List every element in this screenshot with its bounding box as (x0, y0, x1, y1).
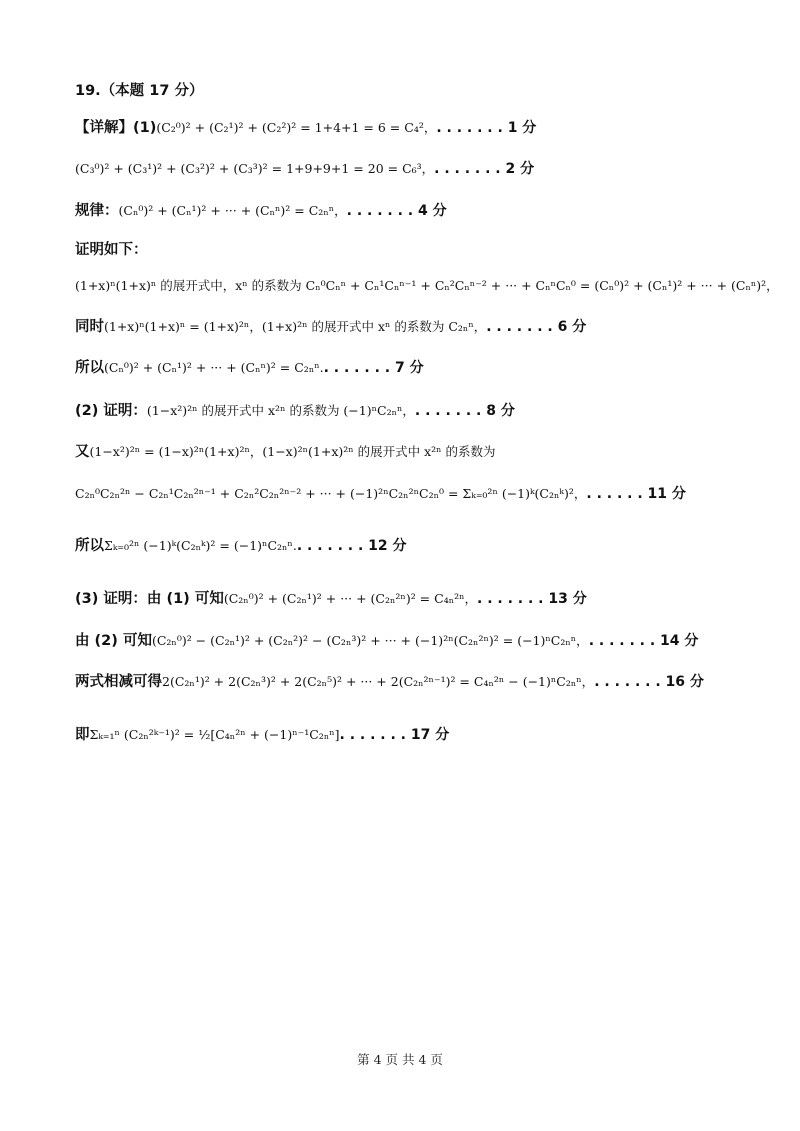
line-label: 所以 (75, 538, 104, 554)
line-math: (C₂⁰)² + (C₂¹)² + (C₂²)² = 1+4+1 = 6 = C₄²， (156, 120, 437, 135)
line-math: (C₂ₙ⁰)² + (C₂ₙ¹)² + ··· + (C₂ₙ²ⁿ)² = C₄ₙ²ⁿ， (223, 591, 478, 606)
line-label: 所以 (75, 360, 104, 376)
line-math: C₂ₙ⁰C₂ₙ²ⁿ − C₂ₙ¹C₂ₙ²ⁿ⁻¹ + C₂ₙ²C₂ₙ²ⁿ⁻² + ··· + (−1)²ⁿC₂ₙ²ⁿC₂ₙ⁰ = Σₖ₌₀²ⁿ (−1)ᵏ(C₂ₙᵏ)²， (75, 486, 587, 501)
line-8 (75, 400, 515, 422)
line-math: 2(C₂ₙ¹)² + 2(C₂ₙ³)² + 2(C₂ₙ⁵)² + ··· + 2(C₂ₙ²ⁿ⁻¹)² = C₄ₙ²ⁿ − (−1)ⁿC₂ₙⁿ， (162, 674, 595, 689)
line-score: . . . . . . . 8 分 (414, 403, 515, 419)
line-math: (Cₙ⁰)² + (Cₙ¹)² + ··· + (Cₙⁿ)² = C₂ₙⁿ， (118, 203, 347, 218)
line-12 (75, 588, 587, 610)
line-math: (1−x²)²ⁿ = (1−x)²ⁿ(1+x)²ⁿ，(1−x)²ⁿ(1+x)²ⁿ 的展开式中 x²ⁿ 的系数为 (89, 444, 496, 459)
line-2 (75, 158, 534, 180)
line-label: 由 (2) 可知 (75, 633, 152, 649)
question-title (75, 80, 203, 102)
line-11 (75, 535, 407, 557)
line-4 (75, 239, 148, 261)
line-math: (1−x²)²ⁿ 的展开式中 x²ⁿ 的系数为 (−1)ⁿC₂ₙⁿ， (146, 403, 415, 418)
line-math: Σₖ₌₁ⁿ (C₂ₙ²ᵏ⁻¹)² = ½[C₄ₙ²ⁿ + (−1)ⁿ⁻¹C₂ₙⁿ] (89, 727, 340, 742)
line-score: . . . . . . . 7 分 (323, 360, 424, 376)
line-score: . . . . . . . 12 分 (296, 538, 407, 554)
line-score: . . . . . . . 13 分 (477, 591, 587, 607)
line-label: (2) 证明： (75, 403, 147, 419)
line-label: 又 (75, 444, 90, 460)
line-10 (75, 483, 686, 505)
line-label: 证明如下： (75, 242, 148, 258)
line-math: (C₂ₙ⁰)² − (C₂ₙ¹)² + (C₂ₙ²)² − (C₂ₙ³)² + ··· + (−1)²ⁿ(C₂ₙ²ⁿ)² = (−1)ⁿC₂ₙⁿ， (151, 633, 589, 648)
line-13 (75, 630, 698, 652)
line-14 (75, 671, 704, 693)
line-math: (1+x)ⁿ(1+x)ⁿ 的展开式中，xⁿ 的系数为 Cₙ⁰Cₙⁿ + Cₙ¹Cₙⁿ⁻¹ + Cₙ²Cₙⁿ⁻² + ··· + CₙⁿCₙ⁰ = (Cₙ⁰)² + (Cₙ¹)² + ··· + (Cₙⁿ)²， (75, 278, 779, 293)
line-math: Σₖ₌₀²ⁿ (−1)ᵏ(C₂ₙᵏ)² = (−1)ⁿC₂ₙⁿ. (104, 538, 297, 553)
line-9 (75, 441, 496, 463)
line-score: . . . . . . 11 分 (586, 486, 686, 502)
question-title-text: 19.（本题 17 分） (75, 83, 204, 99)
line-score: . . . . . . . 4 分 (346, 203, 447, 219)
line-1 (75, 117, 536, 139)
line-math: (Cₙ⁰)² + (Cₙ¹)² + ··· + (Cₙⁿ)² = C₂ₙⁿ. (104, 360, 324, 375)
line-7 (75, 357, 424, 379)
line-3 (75, 200, 447, 222)
line-score: . . . . . . . 17 分 (339, 727, 450, 743)
line-label: 【详解】(1) (75, 120, 157, 136)
line-5 (75, 275, 779, 297)
line-6 (75, 316, 586, 338)
line-score: . . . . . . . 1 分 (436, 120, 537, 136)
line-15 (75, 724, 449, 746)
page-footer: 第 4 页 共 4 页 (357, 1052, 443, 1067)
line-label: (3) 证明：由 (1) 可知 (75, 591, 224, 607)
line-label: 规律： (75, 203, 119, 219)
line-math: (C₃⁰)² + (C₃¹)² + (C₃²)² + (C₃³)² = 1+9+9+1 = 20 = C₆³， (75, 161, 435, 176)
line-score: . . . . . . . 16 分 (594, 674, 704, 690)
line-label: 即 (75, 727, 90, 743)
line-score: . . . . . . . 6 分 (486, 319, 587, 335)
line-label: 同时 (75, 319, 104, 335)
line-score: . . . . . . . 14 分 (588, 633, 699, 649)
line-score: . . . . . . . 2 分 (434, 161, 535, 177)
line-math: (1+x)ⁿ(1+x)ⁿ = (1+x)²ⁿ，(1+x)²ⁿ 的展开式中 xⁿ 的系数为 C₂ₙⁿ， (104, 319, 487, 334)
line-label: 两式相减可得 (75, 674, 162, 690)
